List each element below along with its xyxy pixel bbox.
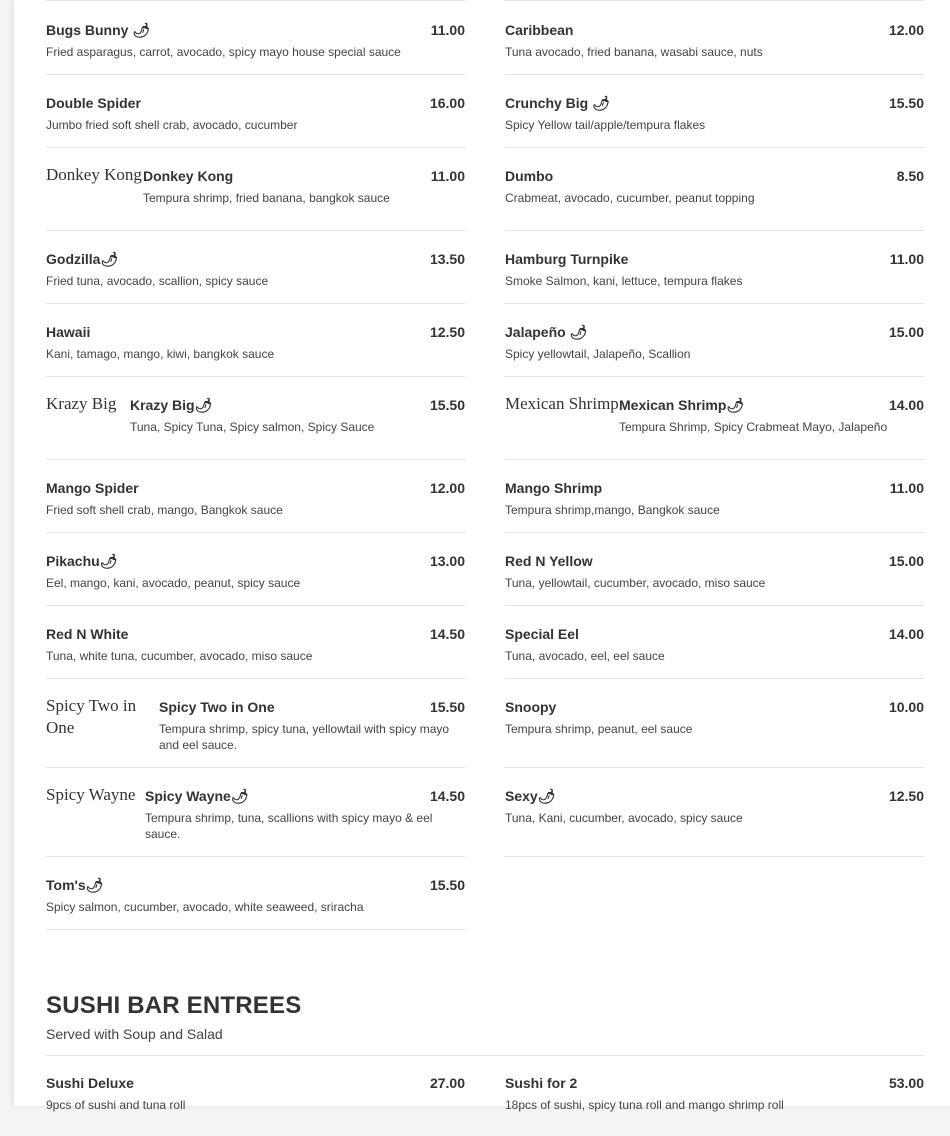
item-name: Sexy🌶 bbox=[505, 788, 556, 804]
item-description: Eel, mango, kani, avocado, peanut, spicy sauce bbox=[46, 576, 301, 590]
menu-item[interactable] bbox=[505, 0, 924, 75]
item-price: 11.00 bbox=[430, 22, 465, 38]
item-price: 15.50 bbox=[429, 877, 465, 893]
menu-item[interactable] bbox=[46, 75, 465, 148]
menu-item[interactable] bbox=[46, 0, 465, 75]
menu-item[interactable] bbox=[505, 148, 924, 231]
menu-item[interactable] bbox=[505, 231, 924, 304]
menu-item[interactable] bbox=[46, 606, 465, 679]
item-price: 12.00 bbox=[429, 480, 465, 496]
item-description: Tuna, yellowtail, cucumber, avocado, miso sauce bbox=[505, 576, 766, 590]
item-description: Tempura shrimp,mango, Bangkok sauce bbox=[505, 503, 720, 517]
item-price: 14.50 bbox=[429, 788, 465, 804]
menu-item[interactable] bbox=[505, 679, 924, 768]
menu-item[interactable] bbox=[46, 768, 465, 857]
item-name: Godzilla🌶 bbox=[46, 251, 119, 267]
item-name: Bugs Bunny 🌶 bbox=[46, 22, 151, 38]
item-price: 15.50 bbox=[429, 397, 465, 413]
item-description: Spicy yellowtail, Jalapeño, Scallion bbox=[505, 347, 691, 361]
item-name: Mango Shrimp bbox=[505, 480, 603, 496]
item-price: 12.00 bbox=[888, 22, 924, 38]
section-subtitle: Served with Soup and Salad bbox=[46, 1026, 223, 1042]
item-description: Tuna, avocado, eel, eel sauce bbox=[505, 649, 665, 663]
item-price: 14.00 bbox=[888, 397, 924, 413]
item-name: Caribbean bbox=[505, 22, 574, 38]
item-price: 15.50 bbox=[888, 95, 924, 111]
item-name: Donkey Kong bbox=[143, 168, 234, 184]
item-name: Mango Spider bbox=[46, 480, 139, 496]
item-name: Red N Yellow bbox=[505, 553, 593, 569]
item-description: Tuna, Spicy Tuna, Spicy salmon, Spicy Sauce bbox=[130, 420, 375, 434]
item-name: Jalapeño 🌶 bbox=[505, 324, 588, 340]
item-name: Special Eel bbox=[505, 626, 579, 642]
item-description: Tuna, Kani, cucumber, avocado, spicy sauce bbox=[505, 811, 743, 825]
menu-item[interactable] bbox=[46, 304, 465, 377]
item-name: Red N White bbox=[46, 626, 129, 642]
item-price: 11.00 bbox=[889, 480, 924, 496]
item-description: Fried tuna, avocado, scallion, spicy sauce bbox=[46, 274, 269, 288]
item-name: Sushi for 2 bbox=[505, 1075, 578, 1091]
item-price: 13.50 bbox=[429, 251, 465, 267]
item-description: Jumbo fried soft shell crab, avocado, cucumber bbox=[46, 118, 298, 132]
section-title: SUSHI BAR ENTREES bbox=[46, 992, 302, 1019]
item-price: 14.50 bbox=[429, 626, 465, 642]
menu-item[interactable] bbox=[46, 857, 465, 930]
item-price: 53.00 bbox=[888, 1075, 924, 1091]
item-price: 27.00 bbox=[429, 1075, 465, 1091]
entrees-column-left bbox=[46, 1056, 465, 1136]
item-price: 15.50 bbox=[429, 699, 465, 715]
item-image: Donkey Kong bbox=[46, 165, 142, 184]
item-name: Mexican Shrimp🌶 bbox=[619, 397, 745, 413]
item-description: Tuna, white tuna, cucumber, avocado, miso sauce bbox=[46, 649, 313, 663]
item-description: 9pcs of sushi and tuna roll bbox=[46, 1098, 186, 1112]
menu-item[interactable] bbox=[505, 533, 924, 606]
item-description: Spicy Yellow tail/apple/tempura flakes bbox=[505, 118, 706, 132]
item-image: Mexican Shrimp bbox=[505, 394, 619, 413]
item-description: Spicy salmon, cucumber, avocado, white seaweed, sriracha bbox=[46, 900, 364, 914]
item-description: Tempura Shrimp, Spicy Crabmeat Mayo, Jalapeño bbox=[619, 420, 888, 434]
item-description: Tuna avocado, fried banana, wasabi sauce, nuts bbox=[505, 45, 763, 59]
item-name: Hamburg Turnpike bbox=[505, 251, 629, 267]
item-description: Tempura shrimp, tuna, scallions with spicy mayo & eel sauce. bbox=[145, 811, 433, 841]
menu-item[interactable] bbox=[505, 606, 924, 679]
item-name: Spicy Wayne🌶 bbox=[145, 788, 249, 804]
item-price: 8.50 bbox=[896, 168, 924, 184]
menu-item[interactable] bbox=[46, 679, 465, 768]
menu-panel bbox=[14, 0, 950, 1112]
menu-item[interactable] bbox=[505, 460, 924, 533]
item-name: Hawaii bbox=[46, 324, 91, 340]
menu-column-left bbox=[46, 0, 465, 930]
item-image: Spicy Wayne bbox=[46, 785, 136, 804]
item-name: Sushi Deluxe bbox=[46, 1075, 134, 1091]
item-price: 16.00 bbox=[429, 95, 465, 111]
item-description: Crabmeat, avocado, cucumber, peanut topping bbox=[505, 191, 755, 205]
item-price: 15.00 bbox=[888, 553, 924, 569]
menu-column-right bbox=[505, 0, 924, 857]
item-description: Kani, tamago, mango, kiwi, bangkok sauce bbox=[46, 347, 275, 361]
item-description: Smoke Salmon, kani, lettuce, tempura flakes bbox=[505, 274, 743, 288]
item-price: 13.00 bbox=[429, 553, 465, 569]
item-price: 15.00 bbox=[888, 324, 924, 340]
item-name: Pikachu🌶 bbox=[46, 553, 118, 569]
item-name: Crunchy Big 🌶 bbox=[505, 95, 610, 111]
menu-item[interactable] bbox=[505, 768, 924, 857]
item-name: Snoopy bbox=[505, 699, 557, 715]
item-name: Double Spider bbox=[46, 95, 141, 111]
item-price: 11.00 bbox=[889, 251, 924, 267]
menu-item[interactable] bbox=[46, 231, 465, 304]
item-description: Fried soft shell crab, mango, Bangkok sauce bbox=[46, 503, 283, 517]
menu-item[interactable] bbox=[46, 1056, 465, 1136]
menu-item[interactable] bbox=[505, 1056, 924, 1136]
item-price: 12.50 bbox=[888, 788, 924, 804]
item-image: Spicy Two in One bbox=[46, 696, 137, 737]
item-name: Dumbo bbox=[505, 168, 554, 184]
menu-item[interactable] bbox=[46, 533, 465, 606]
item-name: Krazy Big🌶 bbox=[130, 397, 213, 413]
menu-item[interactable] bbox=[505, 75, 924, 148]
item-image: Krazy Big bbox=[46, 394, 117, 413]
menu-item[interactable] bbox=[46, 377, 465, 460]
item-description: 18pcs of sushi, spicy tuna roll and mango shrimp roll bbox=[505, 1098, 784, 1112]
item-name: Spicy Two in One bbox=[159, 699, 275, 715]
menu-item[interactable] bbox=[505, 377, 924, 460]
item-name: Tom's🌶 bbox=[46, 877, 104, 893]
menu-item[interactable] bbox=[505, 304, 924, 377]
item-description: Tempura shrimp, spicy tuna, yellowtail with spicy mayo and eel sauce. bbox=[159, 722, 450, 752]
item-price: 12.50 bbox=[429, 324, 465, 340]
menu-item[interactable] bbox=[46, 148, 465, 231]
menu-item[interactable] bbox=[46, 460, 465, 533]
entrees-column-right bbox=[505, 1056, 924, 1136]
item-price: 11.00 bbox=[430, 168, 465, 184]
item-description: Fried asparagus, carrot, avocado, spicy mayo house special sauce bbox=[46, 45, 401, 59]
item-description: Tempura shrimp, fried banana, bangkok sauce bbox=[143, 191, 390, 205]
item-description: Tempura shrimp, peanut, eel sauce bbox=[505, 722, 693, 736]
item-price: 10.00 bbox=[888, 699, 924, 715]
item-price: 14.00 bbox=[888, 626, 924, 642]
